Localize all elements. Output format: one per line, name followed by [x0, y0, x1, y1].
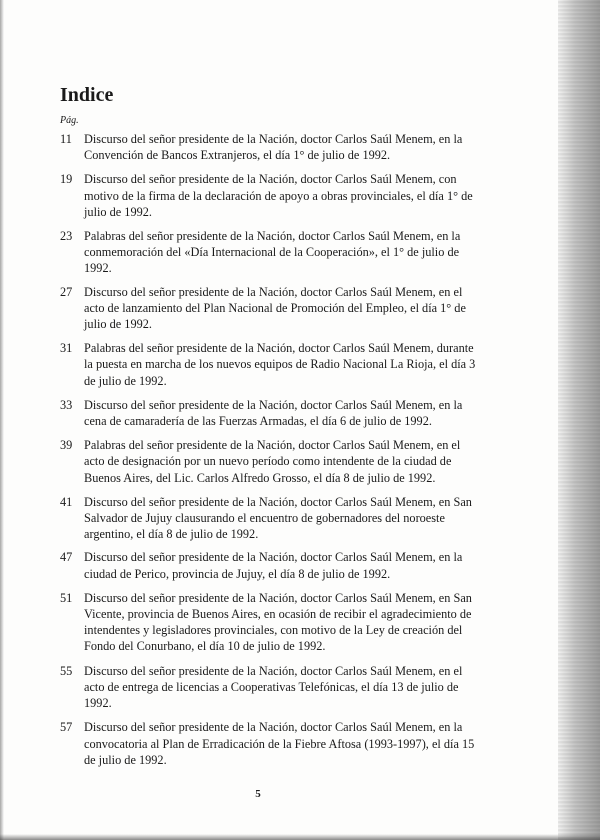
index-entry-text: Discurso del señor presidente de la Nación, doctor Carlos Saúl Menem, en San Salvador de Jujuy clausurando el encuentro de gobernadores del noroeste argentino, el día 8 de julio de 1992. — [84, 494, 472, 542]
index-entry-page: 19 — [60, 172, 73, 187]
index-entry — [60, 437, 480, 486]
index-entry-text: Discurso del señor presidente de la Nación, doctor Carlos Saúl Menem, en la cena de camaradería de las Fuerzas Armadas, el día 6 de julio de 1992. — [84, 397, 463, 429]
index-entry-page: 47 — [60, 550, 73, 565]
index-entry-page: 51 — [60, 590, 73, 605]
index-entry-page: 41 — [60, 494, 73, 509]
index-entry-text: Palabras del señor presidente de la Nación, doctor Carlos Saúl Menem, en la conmemoración del «Día Internacional de la Cooperación», el 1° de julio de 1992. — [84, 229, 461, 276]
index-entry-page: 27 — [60, 284, 73, 299]
page-number: 5 — [255, 788, 261, 800]
index-entry — [60, 590, 480, 655]
index-entry-page: 55 — [60, 663, 73, 678]
index-entry — [60, 228, 480, 277]
index-entry-text: Discurso del señor presidente de la Nación, doctor Carlos Saúl Menem, en el acto de entrega de licencias a Cooperativas Telefónicas, el día 13 de julio de 1992. — [84, 663, 463, 711]
index-entry — [60, 549, 480, 581]
index-entry-page: 39 — [60, 438, 73, 453]
index-entry-text: Discurso del señor presidente de la Nación, doctor Carlos Saúl Menem, en la ciudad de Perico, provincia de Jujuy, el día 8 de julio de 1992. — [84, 550, 463, 581]
index-entry-page: 31 — [60, 341, 73, 356]
page-title: Indice — [60, 84, 114, 106]
index-entry-page: 33 — [60, 397, 73, 412]
index-entry-page: 57 — [60, 720, 73, 735]
index-entry-text: Palabras del señor presidente de la Nación, doctor Carlos Saúl Menem, durante la puesta en marcha de los nuevos equipos de Radio Nacional La Rioja, el día 3 de julio de 1992. — [84, 341, 476, 388]
index-entry-text: Discurso del señor presidente de la Nación, doctor Carlos Saúl Menem, en el acto de lanzamiento del Plan Nacional de Promoción del Empleo, el día 1° de julio de 1992. — [84, 284, 466, 332]
index-entry-page: 23 — [60, 229, 73, 244]
index-entry-page: 11 — [60, 132, 72, 146]
index-entry — [60, 397, 480, 429]
index-entry-text: Palabras del señor presidente de la Nación, doctor Carlos Saúl Menem, en el acto de designación por un nuevo período como intendente de la ciudad de Buenos Aires, del Lic. Carlos Alfredo Grosso, el día 8 de julio de 1992. — [84, 438, 461, 485]
index-entry-text: Discurso del señor presidente de la Nación, doctor Carlos Saúl Menem, en la convocatoria al Plan de Erradicación de la Fiebre Aftosa (1993-1997), el día 15 de julio de 1992. — [84, 720, 475, 767]
scan-edge-right — [558, 0, 600, 840]
index-list — [60, 131, 480, 768]
index-entry — [60, 284, 480, 333]
index-entry-text: Discurso del señor presidente de la Nación, doctor Carlos Saúl Menem, con motivo de la firma de la declaración de apoyo a obras provinciales, el día 1° de julio de 1992. — [84, 172, 473, 219]
scan-edge-bottom — [0, 834, 600, 840]
index-entry-text: Discurso del señor presidente de la Nación, doctor Carlos Saúl Menem, en San Vicente, provincia de Buenos Aires, en ocasión de recibir el agradecimiento de intendentes y legisladores provinciales, con motivo de la Ley de creación del Fondo del Conurbano, el día 10 de julio de 1992. — [84, 590, 472, 654]
index-entry-text: Discurso del señor presidente de la Nación, doctor Carlos Saúl Menem, en la Convención de Bancos Extranjeros, el día 1° de julio de 1992. — [84, 132, 463, 163]
index-entry — [60, 171, 480, 220]
index-entry — [60, 719, 480, 768]
scan-edge-left — [0, 0, 4, 840]
index-entry — [60, 340, 480, 389]
index-entry — [60, 131, 480, 163]
index-entry — [60, 663, 480, 712]
index-entry — [60, 494, 480, 543]
page-column-label: Pág. — [60, 115, 79, 126]
